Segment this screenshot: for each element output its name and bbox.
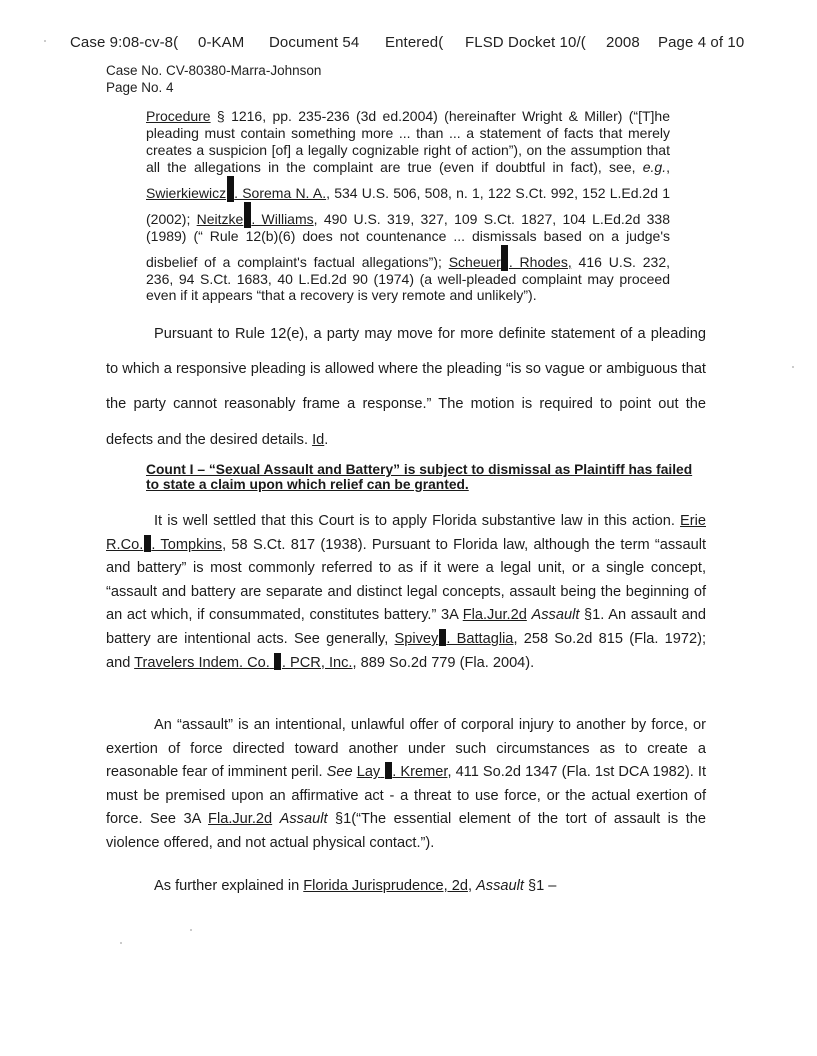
redaction-mark <box>501 245 508 271</box>
scan-speck <box>120 942 122 944</box>
docket-year: 2008 <box>606 34 640 51</box>
redaction-mark <box>227 176 234 202</box>
entered-label: Entered( <box>385 34 444 51</box>
scan-speck <box>190 929 192 931</box>
paragraph-further-explained: As further explained in Florida Jurisprudence, 2d, Assault §1 – <box>154 878 557 894</box>
citation-travelers: Travelers Indem. Co. . PCR, Inc. <box>134 654 353 671</box>
docket-label: FLSD Docket 10/( <box>465 34 586 51</box>
citation-neitzke: Neitzke . Williams <box>197 211 314 227</box>
paragraph-florida-law: It is well settled that this Court is to apply Florida substantive law in this action. Erie R.Co. . Tompkins, 58 S.Ct. 817 (1938). Pursuant to Florida law, although the term “assault and battery” is most commonly referred to as if it were a legal unit, or a single concept, “assault and battery are separate and distinct legal concepts, assault being the beginning of an act which, if consummated, constitutes battery.” 3A Fla.Jur.2d Assault §1. An assault and battery are intentional acts. See generally, Spivey . Battaglia, 258 So.2d 815 (Fla. 1972); and Travelers Indem. Co. . PCR, Inc., 889 So.2d 779 (Fla. 2004). <box>106 513 707 671</box>
citation-swierkiewicz: Swierkiewicz . Sorema N. A. <box>146 185 326 201</box>
paragraph-rule-12e: Pursuant to Rule 12(e), a party may move for more definite statement of a pleading to which a responsive pleading is allowed where the pleading “is so vague or ambiguous that the party cannot reasonably frame a response.” The motion is required to point out the defects and the desired details. Id. <box>106 326 706 448</box>
redaction-mark <box>274 653 281 670</box>
citation-spivey: Spivey . Battaglia <box>394 630 514 647</box>
scan-speck <box>44 40 46 42</box>
paragraph-assault-definition: An “assault” is an intentional, unlawful offer of corporal injury to another by force, or exertion of force directed toward another under such circumstances as to create a reasonable fear of imminent peril. See Lay . Kremer, 411 So.2d 1347 (Fla. 1st DCA 1982). It must be premised upon an affirmative act - a threat to use force, or the actual exertion of force. See 3A Fla.Jur.2d Assault §1(“The essential element of the tort of assault is the violence offered, and not actual physical contact.”). <box>106 717 706 851</box>
redaction-mark <box>439 629 446 646</box>
citation-procedure: Procedure <box>146 108 211 124</box>
judge-initials: 0-KAM <box>198 34 245 51</box>
citation-fla-jur: Fla.Jur.2d <box>462 607 527 624</box>
citation-lay: Lay . Kremer <box>356 764 448 781</box>
redaction-mark <box>385 762 392 779</box>
citation-florida-jurisprudence: Florida Jurisprudence, 2d <box>303 878 468 894</box>
citation-id: Id <box>312 431 325 448</box>
page-no: Page No. 4 <box>106 80 174 95</box>
page-indicator: Page 4 of 10 <box>658 34 745 51</box>
section-heading-count-1: Count I – “Sexual Assault and Battery” is subject to dismissal as Plaintiff has failed to state a claim upon which relief can be granted. <box>146 462 693 492</box>
document-number: Document 54 <box>269 34 360 51</box>
citation-erie: Erie R.Co. . Tompkins <box>106 513 706 553</box>
citation-scheuer: Scheuer . Rhodes, <box>449 254 572 270</box>
redaction-mark <box>144 535 151 552</box>
case-no: Case No. CV-80380-Marra-Johnson <box>106 63 322 78</box>
block-quote: Procedure § 1216, pp. 235-236 (3d ed.2004) (hereinafter Wright & Miller) (“[T]he pleading must contain something more ... than ... a statement of facts that merely creates a suspicion [of] a legally cognizable right of action”), on the assumption that all the allegations in the complaint are true (even if doubtful in fact), see, e.g., Swierkiewicz . Sorema N. A., 534 U.S. 506, 508, n. 1, 122 S.Ct. 992, 152 L.Ed.2d 1 (2002); Neitzke . Williams, 490 U.S. 319, 327, 109 S.Ct. 1827, 104 L.Ed.2d 338 (1989) (“ Rule 12(b)(6) does not countenance ... dismissals based on a judge's disbelief of a complaint's factual allegations”); Scheuer . Rhodes, 416 U.S. 232, 236, 94 S.Ct. 1683, 40 L.Ed.2d 90 (1974) (a well-pleaded complaint may proceed even if it appears “that a recovery is very remote and unlikely”). <box>146 108 671 304</box>
scan-speck <box>792 366 794 368</box>
redaction-mark <box>244 202 251 228</box>
citation-fla-jur: Fla.Jur.2d <box>208 811 273 828</box>
case-reference <box>106 62 321 96</box>
case-number: Case 9:08-cv-8( <box>70 34 179 51</box>
